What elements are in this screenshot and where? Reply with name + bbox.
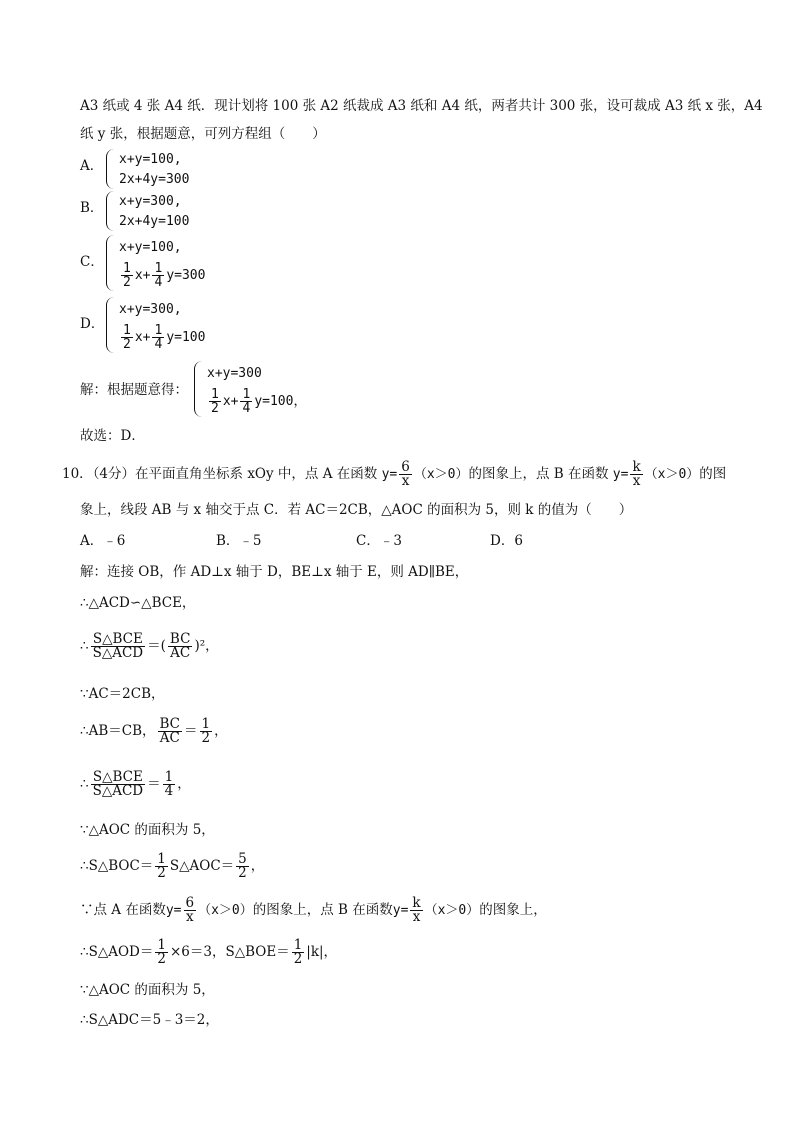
equation: $\frac{1}{2}$ x+ $\frac{1}{4}$ y=100 ， (211, 386, 307, 416)
fraction: $\frac{1}{2}$ (211, 386, 219, 416)
fraction: $\frac{1}{2}$ (123, 322, 131, 352)
q10-option-a: A．﹣6 (80, 533, 126, 549)
q10-solution-3: ∴ $\frac{\text{S△BCE}}{\text{S△ACD}}$ ＝( $\frac{BC}{AC}$ )²， (80, 631, 219, 661)
equation: x+y=100, (119, 151, 182, 167)
fraction: $\frac{1}{2}$ (157, 851, 166, 881)
q10-solution-1: 解：连接 OB，作 AD⊥x 轴于 D，BE⊥x 轴于 E，则 AD∥BE， (80, 564, 469, 580)
fraction: $\frac{6}{x}$ (401, 459, 410, 489)
fraction: $\frac{1}{2}$ (123, 260, 131, 290)
q9-solution-prefix: 解：根据题意得： (80, 382, 188, 398)
q9-option-d-system (106, 297, 205, 353)
q9-stem-line2: 纸 y 张，根据题意，可列方程组（ ） (80, 126, 326, 142)
q10-solution-8: ∴S△BOC＝ $\frac{1}{2}$ S△AOC＝ $\frac{5}{2}$ ， (80, 851, 265, 881)
equation: x+y=300, (119, 193, 182, 209)
question-number: 10． (62, 466, 93, 482)
equation: $\frac{1}{2}$ x+ $\frac{1}{4}$ y=300 (123, 260, 206, 290)
q10-solution-4: ∵AC＝2CB， (80, 686, 165, 702)
q9-option-c-label: C． (80, 254, 104, 270)
q9-option-b-label: B． (80, 200, 104, 216)
fraction: $\frac{\text{S△BCE}}{\text{S△ACD}}$ (92, 769, 144, 799)
q10-solution-9: ∵点 A 在函数y= $\frac{6}{x}$ （x＞0）的图象上，点 B 在函数y= $\frac{k}{x}$ （x＞0）的图象上， (80, 895, 547, 925)
fraction: $\frac{1}{4}$ (242, 386, 251, 416)
q10-solution-2: ∴△ACD∽△BCE， (80, 595, 196, 611)
q10-solution-7: ∵△AOC 的面积为 5， (80, 822, 215, 838)
equation: 2x+4y=300 (119, 171, 190, 187)
q10-solution-6: ∴ $\frac{\text{S△BCE}}{\text{S△ACD}}$ ＝ $\frac{1}{4}$ ， (80, 769, 191, 799)
q10-solution-5: ∴AB＝CB， $\frac{BC}{AC}$ ＝ $\frac{1}{2}$ ， (80, 716, 228, 746)
fraction: $\frac{\text{S△BCE}}{\text{S△ACD}}$ (92, 631, 144, 661)
q9-answer: 故选：D． (80, 428, 145, 444)
brace (106, 149, 115, 189)
q9-option-a-label: A． (80, 158, 104, 174)
equation: x+y=300, (119, 301, 182, 317)
fraction: $\frac{1}{2}$ (293, 937, 303, 967)
brace (106, 191, 115, 231)
fraction: $\frac{1}{4}$ (154, 322, 163, 352)
q9-option-d-label: D． (80, 316, 105, 332)
equation: x+y=100, (119, 239, 182, 255)
q10-solution-11: ∵△AOC 的面积为 5， (80, 982, 215, 998)
brace (106, 297, 115, 353)
q10-stem-line2: 象上，线段 AB 与 x 轴交于点 C．若 AC＝2CB，△AOC 的面积为 5，则 k 的值为（ ） (80, 502, 633, 518)
q10-option-b: B．﹣5 (216, 533, 262, 549)
q9-option-b-system (106, 191, 189, 231)
question-points: （4分） (92, 466, 136, 482)
brace (194, 361, 203, 417)
fraction: $\frac{k}{x}$ (412, 895, 421, 925)
equation: 2x+4y=100 (119, 213, 190, 229)
fraction: $\frac{BC}{AC}$ (159, 716, 181, 746)
q10-option-c: C．﹣3 (356, 533, 402, 549)
equation: x+y=300 (207, 365, 262, 381)
q9-option-c-system (106, 235, 205, 291)
fraction: $\frac{5}{2}$ (238, 851, 247, 881)
fraction: $\frac{k}{x}$ (632, 459, 641, 489)
q10-solution-12: ∴S△ADC＝5﹣3＝2， (80, 1012, 219, 1028)
fraction: $\frac{6}{x}$ (185, 895, 195, 925)
q9-option-a-system (106, 149, 189, 189)
q10-solution-10: ∴S△AOD＝ $\frac{1}{2}$ ×6＝3，S△BOE＝ $\frac{1}{2}$ |k|， (80, 937, 338, 967)
fraction: $\frac{1}{4}$ (154, 260, 163, 290)
fraction: $\frac{BC}{AC}$ (169, 631, 191, 661)
fraction: $\frac{1}{4}$ (164, 769, 174, 799)
fraction: $\frac{1}{2}$ (201, 716, 211, 746)
q10-stem-line1: 10．（4分）在平面直角坐标系 xOy 中，点 A 在函数 y= $\frac{6}{x}$ （x＞0）的图象上，点 B 在函数 y= $\frac{k}{x}$ （x＞0）的图 (62, 459, 727, 489)
q9-stem-line1: A3 纸或 4 张 A4 纸．现计划将 100 张 A2 纸裁成 A3 纸和 A4 纸，两者共计 300 张，设可裁成 A3 纸 x 张，A4 (80, 98, 763, 114)
brace (106, 235, 115, 291)
fraction: $\frac{1}{2}$ (157, 937, 166, 967)
q10-option-d: D．6 (490, 533, 523, 549)
equation: $\frac{1}{2}$ x+ $\frac{1}{4}$ y=100 (123, 322, 206, 352)
q9-solution-system (194, 361, 306, 417)
